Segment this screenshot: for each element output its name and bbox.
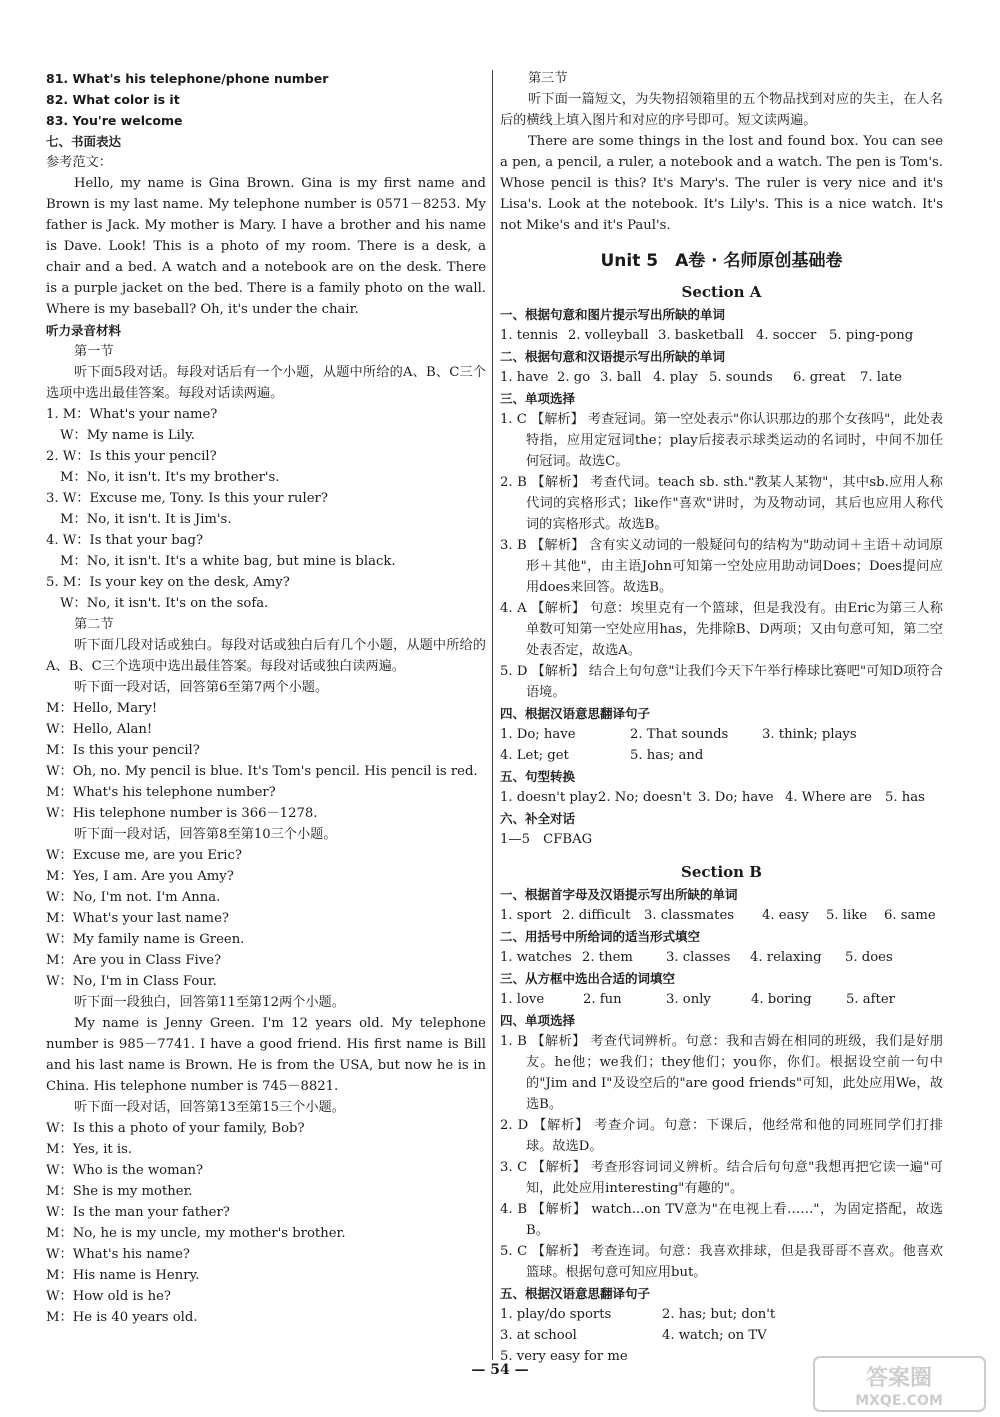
- b5-answers-row1: [500, 1304, 943, 1325]
- answer-item: 4. soccer: [756, 328, 817, 343]
- dialogue-line: M：His name is Henry.: [46, 1268, 200, 1283]
- answer-item: 2. volleyball: [568, 328, 649, 343]
- b4-item-2: 2. D 【解析】 考查介词。句意：下课后，他经常和他的同班同学们打排球。故选D。: [500, 1118, 943, 1154]
- dialogue-line: M：No, it isn't. It's my brother's.: [60, 470, 280, 485]
- b5-answers-row2: [500, 1325, 943, 1346]
- unit-title: Unit 5 A卷 · 名师原创基础卷: [600, 251, 843, 271]
- dialogue-line: W：My family name is Green.: [46, 932, 245, 947]
- dialogue-line: W：No, it isn't. It's on the sofa.: [60, 596, 269, 611]
- a5-answers: [500, 787, 943, 808]
- part3-instructions: 听下面一篇短文，为失物招领箱里的五个物品找到对应的失主，在人名后的横线上填入图片和对应的序号即可。短文读两遍。: [500, 92, 943, 128]
- answer-item: 5. ping-pong: [829, 328, 914, 343]
- a4-heading: 四、根据汉语意思翻译句子: [500, 706, 651, 721]
- a3-item-4: 4. A 【解析】 句意：埃里克有一个篮球，但是我没有。由Eric为第三人称单数可知第一空处应用has，先排除B、D两项；又由句意可知，第二空处表否定，故选A。: [500, 601, 943, 658]
- dialogue-line: W：Hello, Alan!: [46, 722, 153, 737]
- answer-item: 2. go: [557, 370, 591, 385]
- dialogue-line: M：No, it isn't. It's a white bag, but mine is black.: [60, 554, 396, 569]
- dialogue-line: W：Excuse me, are you Eric?: [46, 848, 242, 863]
- answer-81: 81. What's his telephone/phone number: [46, 71, 329, 86]
- a4-answers-row1: [500, 724, 943, 745]
- a5-heading: 五、句型转换: [500, 769, 576, 784]
- answer-item: 3. think; plays: [762, 727, 857, 742]
- answer-item: 2. No; doesn't: [598, 790, 692, 805]
- dialogue-line: W：My name is Lily.: [60, 428, 196, 443]
- dialogue-line: M：He is 40 years old.: [46, 1310, 198, 1325]
- b4-item-3: 3. C 【解析】 考查形容词词义辨析。结合后句句意"我想再把它读一遍"可知，此处应用interesting"有趣的"。: [500, 1160, 943, 1196]
- answer-82: 82. What color is it: [46, 92, 180, 107]
- answer-item: 3. ball: [600, 370, 642, 385]
- answer-item: 4. watch; on TV: [662, 1328, 767, 1343]
- a1-heading: 一、根据句意和图片提示写出所缺的单词: [500, 307, 726, 322]
- dialogue-line: M：She is my mother.: [46, 1184, 193, 1199]
- b4-heading: 四、单项选择: [500, 1013, 576, 1028]
- answer-item: 4. Let; get: [500, 748, 569, 763]
- answer-item: 5. after: [846, 992, 895, 1007]
- dialogue-line: W：No, I'm in Class Four.: [46, 974, 217, 989]
- b4-item-1: 1. B 【解析】 考查代词辨析。句意：我和吉姆在相同的班级，我们是好朋友。he他；we我们；they他们；you你，你们。根据设空前一句中的"Jim and I"及设空后的"are good friends"可知，此处应用We，故选B。: [500, 1034, 943, 1112]
- dialogue-intro: 听下面一段对话，回答第13至第15三个小题。: [74, 1100, 345, 1115]
- a3-heading: 三、单项选择: [500, 391, 576, 406]
- dialogue-line: M：Yes, it is.: [46, 1142, 133, 1157]
- part1-title: 第一节: [74, 344, 114, 359]
- answer-item: 1. love: [500, 992, 545, 1007]
- a4-answers-row2: [500, 745, 943, 766]
- answer-item: 1. tennis: [500, 328, 558, 343]
- dialogue-line: W：Who is the woman?: [46, 1163, 204, 1178]
- dialogue-line: M：No, he is my uncle, my mother's brother.: [46, 1226, 346, 1241]
- answer-item: 5. has; and: [630, 748, 704, 763]
- answer-item: 1. sport: [500, 908, 552, 923]
- dialogue-line: M：Yes, I am. Are you Amy?: [46, 869, 234, 884]
- dialogue-line: M：What's your last name?: [46, 911, 229, 926]
- dialogue-intro: 听下面一段对话，回答第8至第10三个小题。: [74, 827, 337, 842]
- answer-item: 2. difficult: [562, 908, 631, 923]
- sample-label: 参考范文：: [46, 155, 112, 170]
- section-a-title: Section A: [681, 283, 762, 301]
- dialogue-line: W：Is the man your father?: [46, 1205, 230, 1220]
- part3-text: There are some things in the lost and found box. You can see a pen, a pencil, a ruler, a notebook and a watch. The pen is Tom's. Whose pencil is this? It's Mary's. The ruler is very nice and it's Lisa's. Look at the notebook. It's Lily's. This is a nice watch. It's not Mike's and it's Paul's.: [500, 134, 943, 233]
- a3-item-2: 2. B 【解析】 考查代词。teach sb. sth."教某人某物"，其中sb.应用人称代词的宾格形式；like作"喜欢"讲时，为及物动词，其后也应用人称代词的宾格形式。故选B。: [500, 475, 943, 532]
- answer-item: 7. late: [860, 370, 902, 385]
- a2-heading: 二、根据句意和汉语提示写出所缺的单词: [500, 349, 726, 364]
- dialogue-line: 4. W：Is that your bag?: [46, 533, 204, 548]
- answer-item: 3. Do; have: [698, 790, 774, 805]
- answer-item: 2. them: [582, 950, 633, 965]
- part1-instructions: 听下面5段对话。每段对话后有一个小题，从题中所给的A、B、C三个选项中选出最佳答案。每段对话读两遍。: [46, 365, 486, 401]
- answer-item: 1. watches: [500, 950, 572, 965]
- b1-heading: 一、根据首字母及汉语提示写出所缺的单词: [500, 887, 738, 902]
- b2-heading: 二、用括号中所给词的适当形式填空: [500, 929, 701, 944]
- a6-heading: 六、补全对话: [500, 811, 576, 826]
- monologue-text: My name is Jenny Green. I'm 12 years old. My telephone number is 985－7741. I have a good friend. His first name is Bill and his last name is Brown. He is from the USA, but now he is in China. His telephone number is 745－8821.: [46, 1016, 486, 1094]
- writing-heading: 七、书面表达: [46, 134, 122, 149]
- answer-item: 4. Where are: [785, 790, 872, 805]
- section-b-title: Section B: [681, 863, 762, 881]
- watermark-site: MXQE.COM: [855, 1393, 943, 1409]
- dialogue-line: W：How old is he?: [46, 1289, 171, 1304]
- a6-answer: 1—5 CFBAG: [500, 832, 593, 847]
- dialogue-intro: 听下面一段对话，回答第6至第7两个小题。: [74, 680, 329, 695]
- b5-heading: 五、根据汉语意思翻译句子: [500, 1286, 651, 1301]
- part2-title: 第二节: [74, 617, 114, 632]
- answer-item: 5. has: [885, 790, 925, 805]
- right-column: [500, 68, 943, 1367]
- dialogue-line: M：Hello, Mary!: [46, 701, 158, 716]
- answer-item: 4. boring: [751, 992, 812, 1007]
- part2-instructions: 听下面几段对话或独白。每段对话或独白后有几个小题，从题中所给的A、B、C三个选项中选出最佳答案。每段对话或独白读两遍。: [46, 638, 486, 674]
- dialogue-line: W：Is this a photo of your family, Bob?: [46, 1121, 305, 1136]
- answer-item: 6. great: [793, 370, 846, 385]
- answer-item: 4. play: [653, 370, 698, 385]
- a3-item-1: 1. C 【解析】 考查冠词。第一空处表示"你认识那边的那个女孩吗"，此处表特指，应用定冠词the；play后接表示球类运动的名词时，中间不加任何冠词。故选C。: [500, 412, 944, 469]
- answer-item: 3. classes: [666, 950, 731, 965]
- answer-item: 1. play/do sports: [500, 1307, 612, 1322]
- answer-item: 4. easy: [762, 908, 809, 923]
- left-column: [46, 68, 486, 1328]
- answer-item: 3. only: [666, 992, 711, 1007]
- column-divider: [492, 70, 493, 1360]
- answer-item: 1. doesn't play: [500, 790, 598, 805]
- b4-item-4: 4. B 【解析】 watch...on TV意为"在电视上看……"，为固定搭配，故选B。: [500, 1202, 943, 1238]
- answer-item: 3. at school: [500, 1328, 577, 1343]
- a2-answers: [500, 367, 943, 388]
- b4-item-5: 5. C 【解析】 考查连词。句意：我喜欢排球，但是我哥哥不喜欢。他喜欢篮球。根据句意可知应用but。: [500, 1244, 943, 1280]
- b3-heading: 三、从方框中选出合适的词填空: [500, 971, 676, 986]
- dialogue-line: 2. W：Is this your pencil?: [46, 449, 217, 464]
- dialogue-line: M：Are you in Class Five?: [46, 953, 222, 968]
- part3-title: 第三节: [528, 71, 568, 86]
- dialogue-line: W：No, I'm not. I'm Anna.: [46, 890, 221, 905]
- b3-answers: [500, 989, 943, 1010]
- answer-item: 2. fun: [583, 992, 622, 1007]
- sample-essay: Hello, my name is Gina Brown. Gina is my first name and Brown is my last name. My telephone number is 0571－8253. My father is Jack. My mother is Mary. I have a brother and his name is Dave. Look! This is a photo of my room. There is a desk, a chair and a bed. A watch and a notebook are on the desk. There is a purple jacket on the bed. There is a family photo on the wall. Where is my baseball? Oh, it's under the chair.: [46, 176, 486, 317]
- dialogue-line: 3. W：Excuse me, Tony. Is this your ruler?: [46, 491, 328, 506]
- answer-item: 3. classmates: [644, 908, 735, 923]
- answer-item: 1. Do; have: [500, 727, 576, 742]
- b2-answers: [500, 947, 943, 968]
- answer-item: 5. very easy for me: [500, 1349, 628, 1364]
- dialogue-line: 5. M：Is your key on the desk, Amy?: [46, 575, 290, 590]
- answer-item: 5. like: [826, 908, 868, 923]
- a3-item-3: 3. B 【解析】 含有实义动词的一般疑问句的结构为"助动词＋主语＋动词原形＋其他"，由主语John可知第一空处应用助动词Does；Does提问应用does来回答。故选B。: [500, 538, 943, 595]
- dialogue-line: W：His telephone number is 366－1278.: [46, 806, 318, 821]
- watermark-logo: [812, 1355, 987, 1413]
- dialogue-line: 1. M：What's your name?: [46, 407, 218, 422]
- answer-item: 3. basketball: [658, 328, 744, 343]
- answer-item: 6. same: [884, 908, 936, 923]
- answer-item: 2. That sounds: [630, 727, 729, 742]
- watermark-brand: 答案圈: [865, 1366, 933, 1391]
- dialogue-line: W：What's his name?: [46, 1247, 190, 1262]
- dialogue-line: W：Oh, no. My pencil is blue. It's Tom's pencil. His pencil is red.: [46, 764, 478, 779]
- dialogue-line: M：Is this your pencil?: [46, 743, 200, 758]
- a1-answers: [500, 325, 943, 346]
- answer-item: 1. have: [500, 370, 549, 385]
- answer-item: 5. sounds: [709, 370, 773, 385]
- answer-83: 83. You're welcome: [46, 113, 183, 128]
- listening-heading: 听力录音材料: [46, 323, 122, 338]
- answer-item: 4. relaxing: [750, 950, 822, 965]
- monologue-intro: 听下面一段独白，回答第11至第12两个小题。: [74, 995, 345, 1010]
- answer-item: 2. has; but; don't: [662, 1307, 776, 1322]
- dialogue-line: M：No, it isn't. It is Jim's.: [60, 512, 232, 527]
- page-number: — 54 —: [471, 1362, 529, 1378]
- a3-item-5: 5. D 【解析】 结合上句句意"让我们今天下午举行棒球比赛吧"可知D项符合语境。: [500, 664, 943, 700]
- b1-answers: [500, 905, 943, 926]
- dialogue-line: M：What's his telephone number?: [46, 785, 276, 800]
- answer-item: 5. does: [845, 950, 893, 965]
